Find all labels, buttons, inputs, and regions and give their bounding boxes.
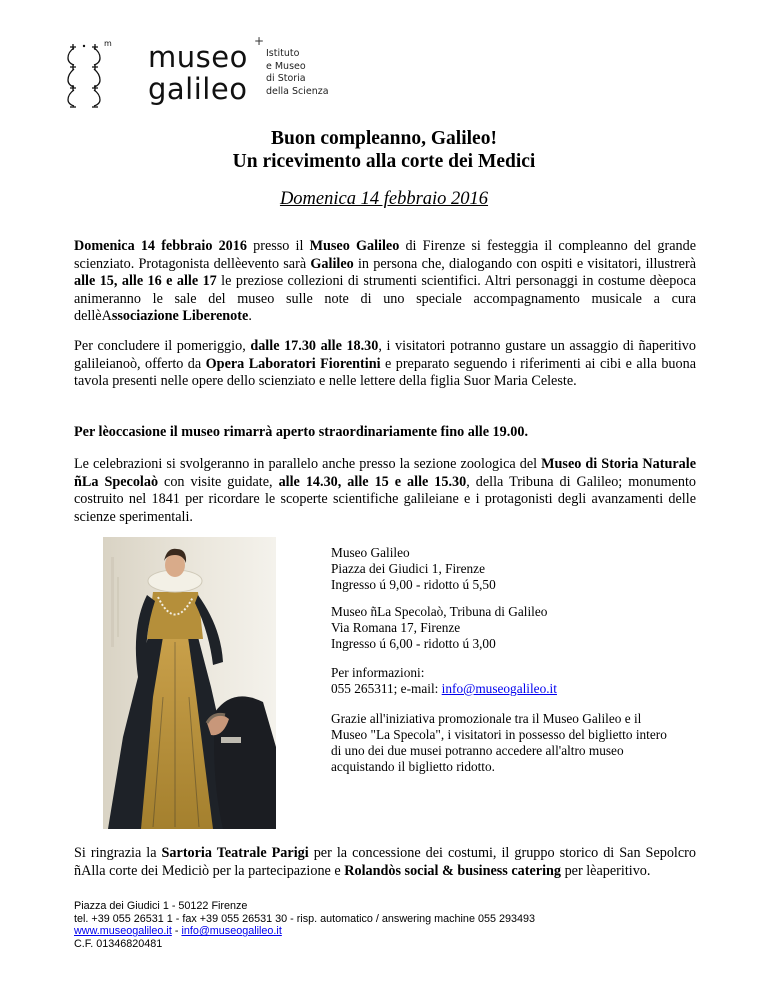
page-title [0, 127, 768, 173]
logo-plus: + [254, 34, 265, 48]
body-text: , i visitatori potranno gustare un assaggio di ñaperitivo galileianoò, offerto da [74, 338, 696, 372]
opening-hours-notice: Per lèoccasione il museo rimarrà aperto straordinariamente fino alle 19.00. [74, 424, 529, 440]
email-link[interactable]: info@museogalileo.it [441, 681, 557, 696]
body-text: . [248, 308, 252, 325]
body-text: , della Tribuna di Galileo; monumento costruito nel 1841 per ricordare le scoperte scientifiche galileiane e i protagonisti degli avanzamenti delle scienze sperimentali. [74, 473, 696, 525]
bold-text: Domenica 14 febbraio 2016 [74, 238, 247, 254]
footer-tax-code: C.F. 01346820481 [74, 937, 163, 950]
title-line-2: Un ricevimento alla corte dei Medici [232, 151, 536, 172]
logo-m-mark: m [104, 39, 112, 48]
aperitivo-paragraph [74, 338, 696, 391]
phone-text: 055 265311; e-mail: [331, 681, 442, 696]
logo-word-galileo: galileo [148, 72, 248, 106]
body-text: presso il [246, 238, 310, 254]
title-line-1: Buon compleanno, Galileo! [271, 128, 497, 149]
bold-text: dalle 17.30 alle 18.30 [250, 338, 379, 354]
specola-paragraph [74, 456, 696, 526]
bold-text: Museo Galileo [309, 238, 400, 254]
bold-text: alle 15, alle 16 e alle 17 [74, 273, 217, 290]
info-line: Per informazioni: [331, 665, 425, 680]
bold-text: Opera Laboratori Fiorentini [205, 355, 381, 372]
thanks-paragraph [74, 845, 696, 880]
info-line: Ingresso ú 6,00 - ridotto ú 3,00 [331, 636, 496, 651]
promotion-note: Grazie all'iniziativa promozionale tra il Museo Galileo e il Museo "La Specola", i visitatori in possesso del biglietto intero di uno dei due musei potranno accedere all'altro museo acquistando il biglietto ridotto. [331, 711, 667, 774]
footer-separator: - [171, 925, 182, 938]
specola-info [331, 604, 671, 652]
info-line: Via Romana 17, Firenze [331, 620, 461, 635]
body-text: con visite guidate, [158, 473, 279, 490]
body-text: Si ringrazia la [74, 845, 162, 861]
logo-subtitle-line: di Storia [266, 73, 306, 84]
footer-links [74, 925, 535, 938]
info-line: Piazza dei Giudici 1, Firenze [331, 561, 485, 576]
footer [74, 900, 535, 950]
museo-galileo-info [331, 545, 671, 593]
info-line: Ingresso ú 9,00 - ridotto ú 5,50 [331, 577, 496, 592]
bold-text: Galileo [310, 255, 354, 272]
costume-photo [103, 537, 276, 829]
footer-address: Piazza dei Giudici 1 - 50122 Firenze [74, 900, 248, 912]
logo-mark-icon [62, 38, 122, 108]
contact-info [331, 665, 671, 697]
footer-email-link[interactable]: info@museogalileo.it [181, 925, 282, 938]
logo-subtitle [266, 48, 329, 98]
body-text: per la concessione dei costumi, il gruppo storico di San Sepolcro ñAlla corte dei Mediciò per la partecipazione e [74, 845, 696, 879]
bold-text: Rolandòs social & business catering [344, 862, 562, 879]
logo-word-museo: museo [148, 40, 248, 74]
info-line: Museo Galileo [331, 545, 410, 560]
bold-text: alle 14.30, alle 15 e alle 15.30 [278, 473, 467, 490]
body-text: e preparato seguendo i riferimenti ai cibi e alla buona tavola presenti nelle opere dello scienziato e nelle lettere della figlia Suor Maria Celeste. [74, 355, 696, 390]
intro-paragraph [74, 238, 696, 326]
body-text: in persona che, dialogando con ospiti e visitatori, illustrerà [353, 255, 696, 272]
info-line [331, 681, 671, 697]
body-text: per lèaperitivo. [561, 862, 651, 879]
bold-text: Sartoria Teatrale Parigi [161, 845, 309, 861]
body-text: Per concludere il pomeriggio, [74, 338, 251, 354]
event-date-text: Domenica 14 febbraio 2016 [279, 189, 489, 209]
bold-text: ssociazione Liberenote [111, 308, 249, 325]
event-date [0, 189, 768, 210]
logo-subtitle-line: della Scienza [266, 85, 329, 97]
website-link[interactable]: www.museogalileo.it [74, 925, 172, 938]
info-line: Museo ñLa Specolaò, Tribuna di Galileo [331, 604, 548, 619]
body-text: le preziose collezioni di strumenti scientifici. Altri personaggi in costume dèepoca animeranno le sale del museo sulle note di uno speciale accompagnamento musicale a cura dellèA [74, 273, 697, 325]
body-text: di Firenze si festeggia il compleanno del grande scienziato. Protagonista dellèevento sarà [74, 238, 696, 272]
logo-subtitle-line: e Museo [266, 60, 306, 72]
museo-galileo-logo [62, 34, 362, 108]
logo-subtitle-line: Istituto [266, 48, 300, 59]
bold-text: Museo di Storia Naturale ñLa Specolaò [74, 456, 696, 490]
footer-phone: tel. +39 055 26531 1 - fax +39 055 26531 30 - risp. automatico / answering machine 055 293493 [74, 912, 535, 925]
body-text: Le celebrazioni si svolgeranno in parallelo anche presso la sezione zoologica del [74, 456, 542, 472]
